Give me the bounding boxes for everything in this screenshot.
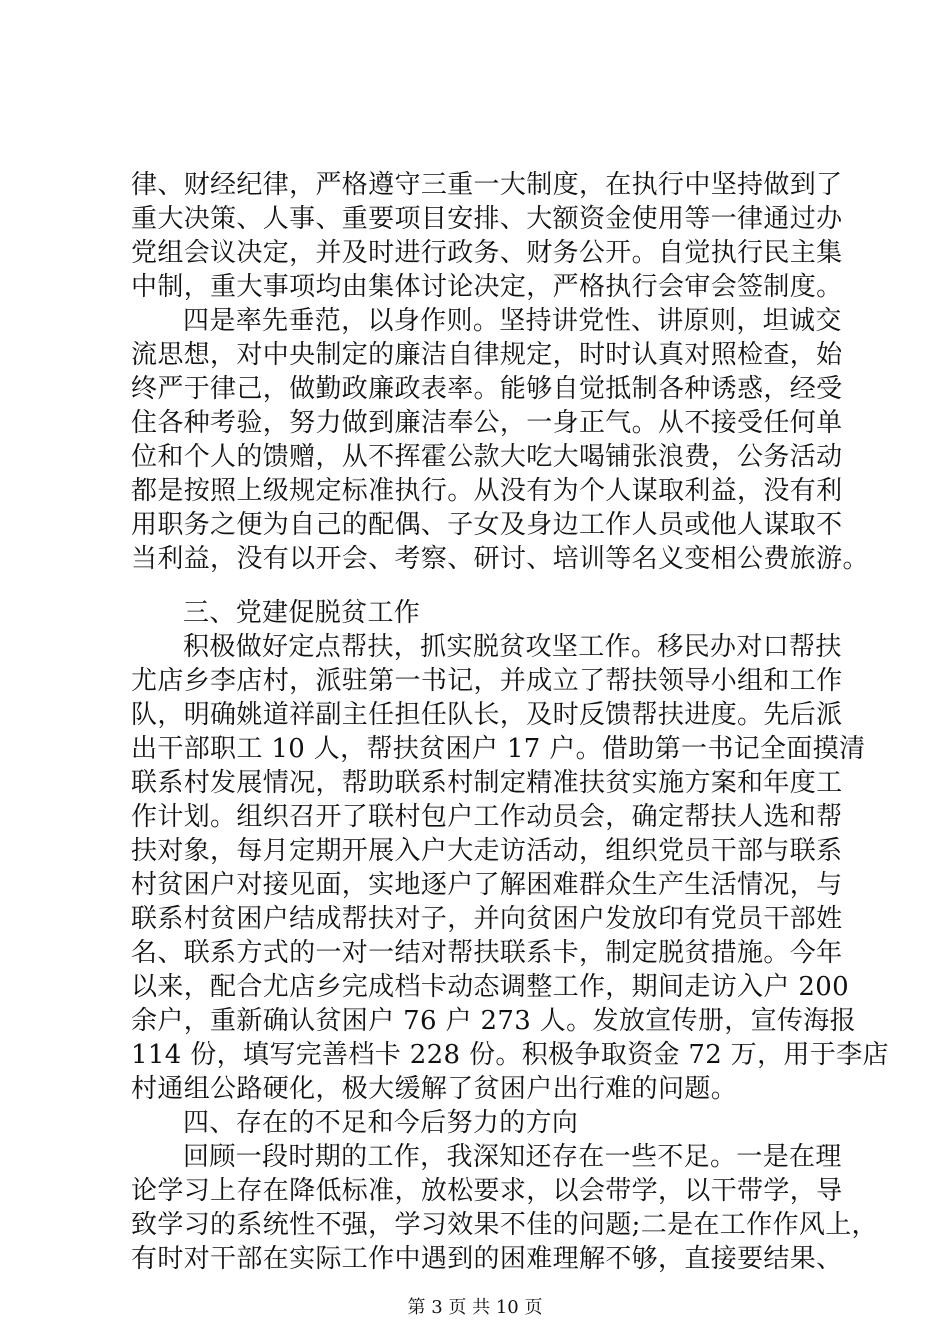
body-line: 扶对象，每月定期开展入户大走访活动，组织党员干部与联系 [131,836,843,866]
body-line: 致学习的系统性不强，学习效果不佳的问题;二是在工作作风上， [131,1210,878,1240]
body-line: 作计划。组织召开了联村包户工作动员会，确定帮扶人选和帮 [131,802,843,832]
body-line: 住各种考验，努力做到廉洁奉公，一身正气。从不接受任何单 [131,408,843,438]
page-number-footer: 第 3 页 共 10 页 [407,1297,543,1318]
body-line: 终严于律己，做勤政廉政表率。能够自觉抵制各种诱惑，经受 [131,374,843,404]
body-line: 中制，重大事项均由集体讨论决定，严格执行会审会签制度。 [131,272,843,302]
body-line: 论学习上存在降低标准，放松要求，以会带学，以干带学，导 [131,1176,843,1206]
body-line: 流思想，对中央制定的廉洁自律规定，时时认真对照检查，始 [131,340,843,370]
body-line: 队，明确姚道祥副主任担任队长，及时反馈帮扶进度。先后派 [131,700,843,730]
section-heading: 三、党建促脱贫工作 [183,598,421,628]
body-line: 党组会议决定，并及时进行政务、财务公开。自觉执行民主集 [131,238,843,268]
body-line: 都是按照上级规定标准执行。从没有为个人谋取利益，没有利 [131,476,843,506]
body-line: 名、联系方式的一对一结对帮扶联系卡，制定脱贫措施。今年 [131,938,843,968]
paragraph-first-line: 回顾一段时期的工作，我深知还存在一些不足。一是在理 [183,1142,842,1172]
body-line: 余户，重新确认贫困户 76 户 273 人。发放宣传册，宣传海报 [131,1006,856,1036]
section-heading: 四、存在的不足和今后努力的方向 [183,1108,579,1138]
body-line: 联系村发展情况，帮助联系村制定精准扶贫实施方案和年度工 [131,768,843,798]
body-line: 联系村贫困户结成帮扶对子，并向贫困户发放印有党员干部姓 [131,904,843,934]
paragraph-first-line: 积极做好定点帮扶，抓实脱贫攻坚工作。移民办对口帮扶 [183,632,842,662]
body-line: 尤店乡李店村，派驻第一书记，并成立了帮扶领导小组和工作 [131,666,843,696]
body-line: 村通组公路硬化，极大缓解了贫困户出行难的问题。 [131,1074,738,1104]
body-line: 114 份，填写完善档卡 228 份。积极争取资金 72 万，用于李店 [131,1040,889,1070]
body-line: 当利益，没有以开会、考察、研讨、培训等名义变相公费旅游。 [131,544,869,574]
body-line: 出干部职工 10 人，帮扶贫困户 17 户。借助第一书记全面摸清 [131,734,866,764]
paragraph-first-line: 四是率先垂范，以身作则。坚持讲党性、讲原则，坦诚交 [183,306,842,336]
body-line: 律、财经纪律，严格遵守三重一大制度，在执行中坚持做到了 [131,170,843,200]
body-line: 以来，配合尤店乡完成档卡动态调整工作，期间走访入户 200 [131,972,850,1002]
body-line: 有时对干部在实际工作中遇到的困难理解不够，直接要结果、 [131,1244,843,1274]
body-line: 村贫困户对接见面，实地逐户了解困难群众生产生活情况，与 [131,870,843,900]
body-line: 用职务之便为自己的配偶、子女及身边工作人员或他人谋取不 [131,510,843,540]
body-line: 位和个人的馈赠，从不挥霍公款大吃大喝铺张浪费，公务活动 [131,442,843,472]
body-line: 重大决策、人事、重要项目安排、大额资金使用等一律通过办 [131,204,843,234]
